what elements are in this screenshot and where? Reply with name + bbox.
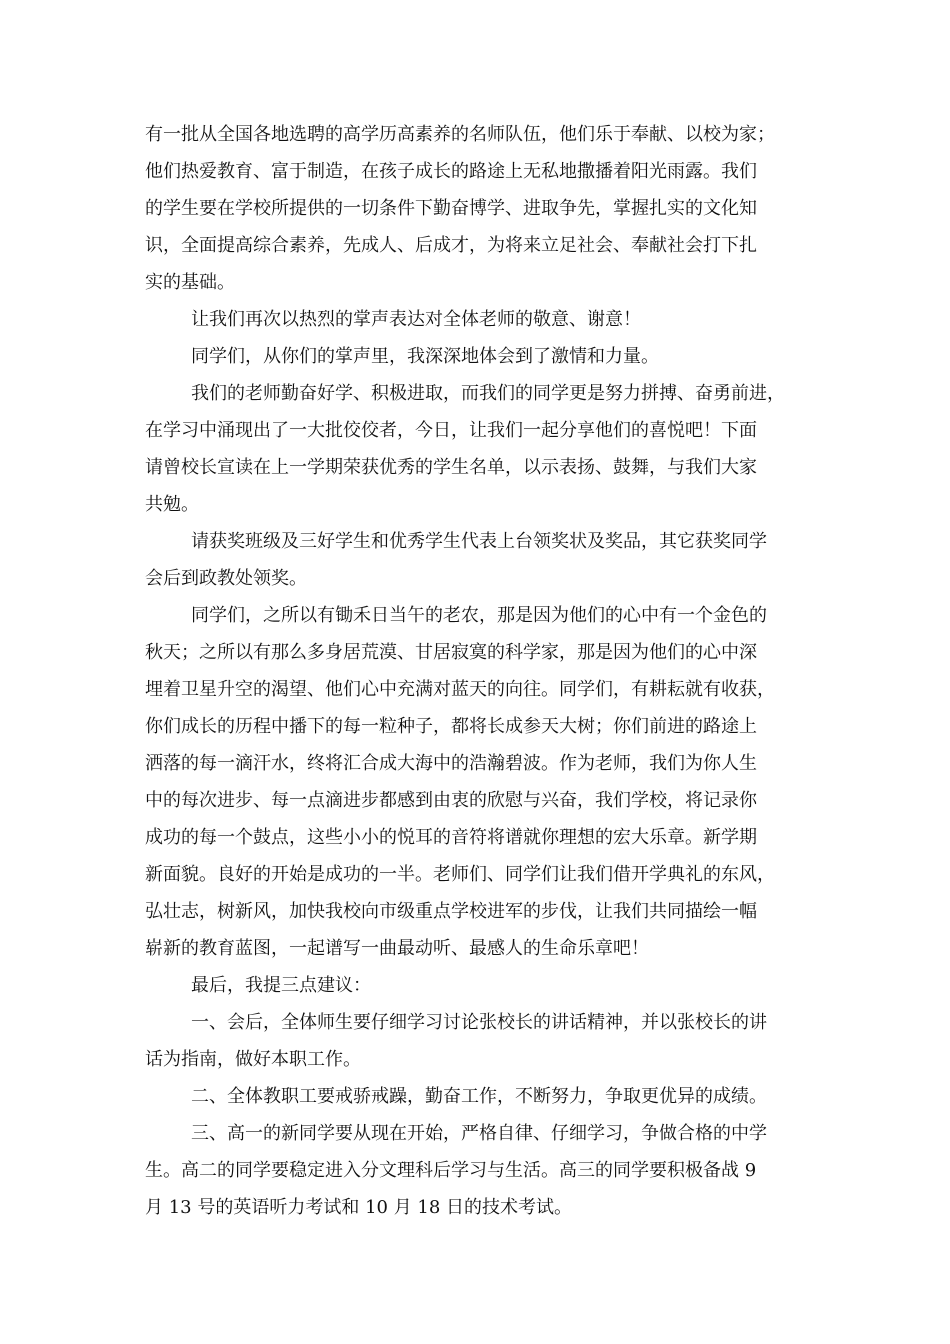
text-line: 洒落的每一滴汗水，终将汇合成大海中的浩瀚碧波。作为老师，我们为你人生 — [145, 753, 757, 774]
text-line: 实的基础。 — [145, 272, 235, 293]
text-line: 识，全面提高综合素养，先成人、后成才，为将来立足社会、奉献社会打下扎 — [145, 235, 757, 256]
text-line: 中的每次进步、每一点滴进步都感到由衷的欣慰与兴奋，我们学校，将记录你 — [145, 790, 757, 811]
text-line: 有一批从全国各地选聘的高学历高素养的名师队伍，他们乐于奉献、以校为家； — [145, 124, 775, 145]
text-line: 崭新的教育蓝图，一起谱写一曲最动听、最感人的生命乐章吧！ — [145, 938, 649, 959]
text-line: 弘壮志，树新风，加快我校向市级重点学校进军的步伐，让我们共同描绘一幅 — [145, 901, 757, 922]
text-line: 同学们，从你们的掌声里，我深深地体会到了激情和力量。 — [191, 346, 659, 367]
text-line: 一、会后，全体师生要仔细学习讨论张校长的讲话精神，并以张校长的讲 — [191, 1012, 767, 1033]
text-line: 你们成长的历程中播下的每一粒种子，都将长成参天大树；你们前进的路途上 — [145, 716, 757, 737]
text-line: 请获奖班级及三好学生和优秀学生代表上台领奖状及奖品，其它获奖同学 — [191, 531, 767, 552]
text-line: 月 13 号的英语听力考试和 10 月 18 日的技术考试。 — [145, 1197, 573, 1218]
text-line: 让我们再次以热烈的掌声表达对全体老师的敬意、谢意！ — [191, 309, 641, 330]
text-line: 话为指南，做好本职工作。 — [145, 1049, 361, 1070]
text-line: 请曾校长宣读在上一学期荣获优秀的学生名单，以示表扬、鼓舞，与我们大家 — [145, 457, 757, 478]
text-line: 在学习中涌现出了一大批佼佼者，今日，让我们一起分享他们的喜悦吧！下面 — [145, 420, 757, 441]
text-line: 会后到政教处领奖。 — [145, 568, 307, 589]
text-line: 他们热爱教育、富于制造，在孩子成长的路途上无私地撒播着阳光雨露。我们 — [145, 161, 757, 182]
text-line: 三、高一的新同学要从现在开始，严格自律、仔细学习，争做合格的中学 — [191, 1123, 767, 1144]
text-line: 最后，我提三点建议： — [191, 975, 371, 996]
text-line: 的学生要在学校所提供的一切条件下勤奋博学、进取争先，掌握扎实的文化知 — [145, 198, 757, 219]
text-line: 我们的老师勤奋好学、积极进取，而我们的同学更是努力拼搏、奋勇前进， — [191, 383, 785, 404]
text-line: 成功的每一个鼓点，这些小小的悦耳的音符将谱就你理想的宏大乐章。新学期 — [145, 827, 757, 848]
text-line: 新面貌。良好的开始是成功的一半。老师们、同学们让我们借开学典礼的东风， — [145, 864, 775, 885]
text-line: 同学们，之所以有锄禾日当午的老农，那是因为他们的心中有一个金色的 — [191, 605, 767, 626]
text-line: 共勉。 — [145, 494, 199, 515]
text-line: 二、全体教职工要戒骄戒躁，勤奋工作，不断努力，争取更优异的成绩。 — [191, 1086, 767, 1107]
text-line: 生。高二的同学要稳定进入分文理科后学习与生活。高三的同学要积极备战 9 — [145, 1160, 757, 1181]
body-text — [145, 116, 809, 1226]
text-line: 秋天；之所以有那么多身居荒漠、甘居寂寞的科学家，那是因为他们的心中深 — [145, 642, 757, 663]
text-line: 埋着卫星升空的渴望、他们心中充满对蓝天的向往。同学们，有耕耘就有收获， — [145, 679, 775, 700]
